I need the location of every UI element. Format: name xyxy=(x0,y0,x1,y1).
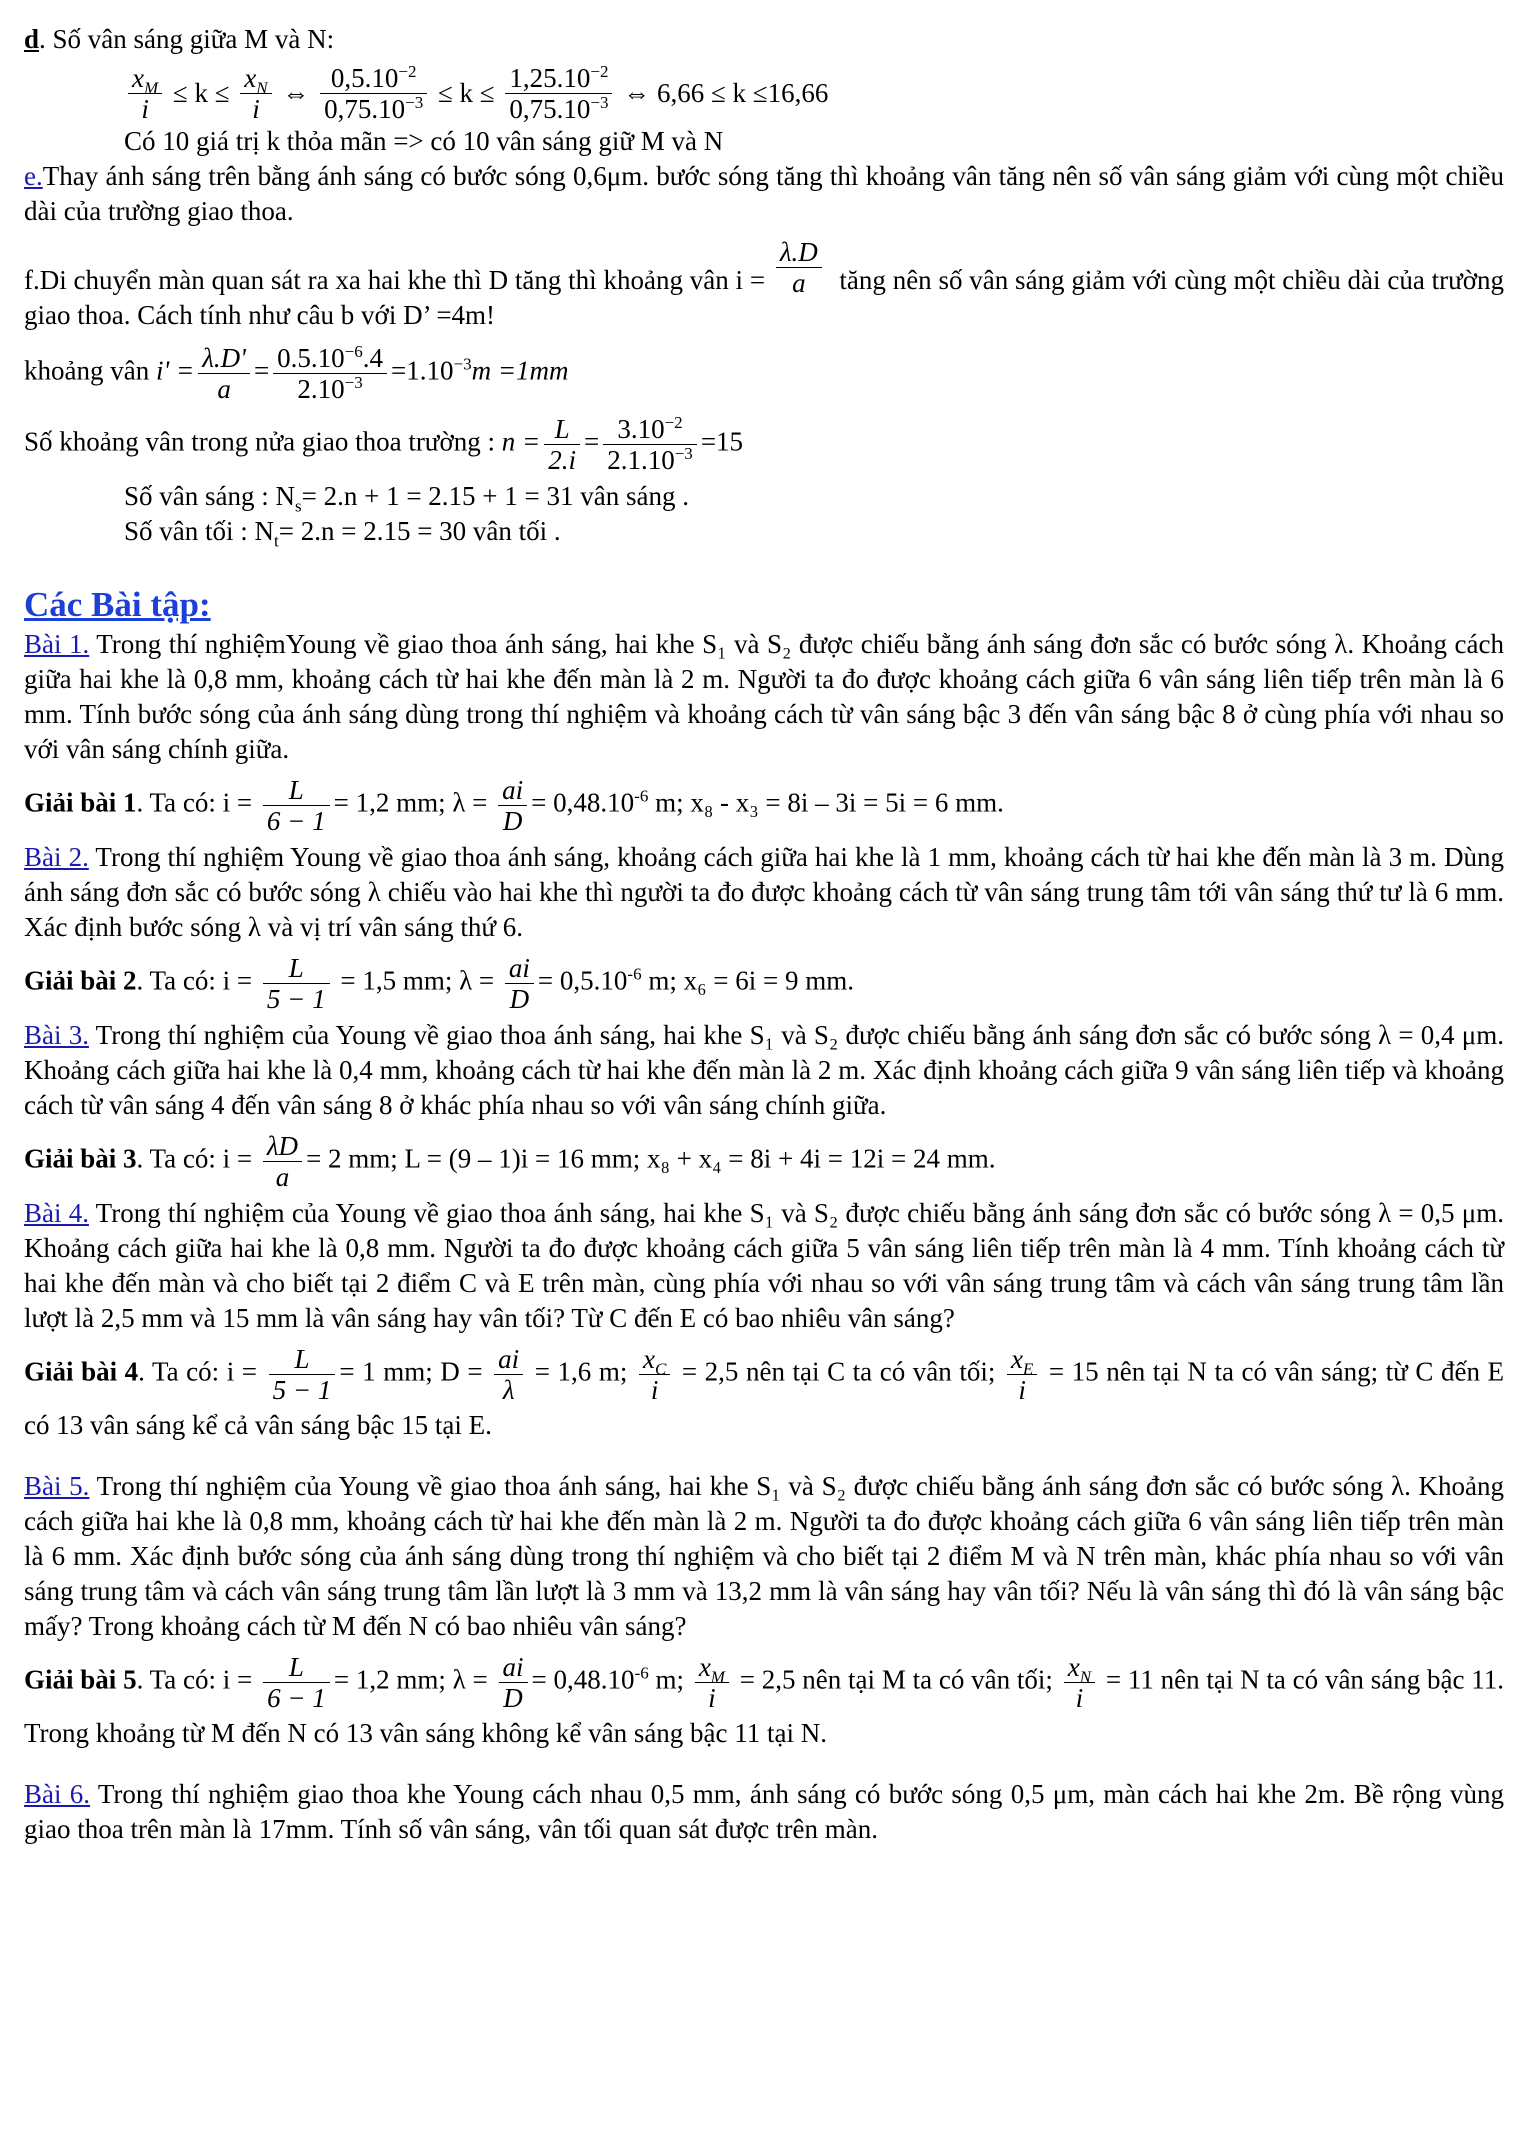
exercise-3: Bài 3. Trong thí nghiệm của Young về giao thoa ánh sáng, hai khe S₁ và S₂ được chiếu bằng ánh sáng đơn sắc có bước sóng λ = 0,4 μm. Khoảng cách giữa hai khe là 0,4 mm, khoảng cách từ hai khe đến màn là 2 m. Xác định khoảng cách giữa 9 vân sáng liên tiếp và khoảng cách từ vân sáng 4 đến vân sáng 8 ở khác phía nhau so với vân sáng chính giữa. xyxy=(24,1020,1504,1120)
exercise-1: Bài 1. Trong thí nghiệmYoung về giao thoa ánh sáng, hai khe S₁ và S₂ được chiếu bằng ánh sáng đơn sắc có bước sóng λ. Khoảng cách giữa hai khe là 0,8 mm, khoảng cách từ hai khe đến màn là 2 m. Người ta đo được khoảng cách giữa 6 vân sáng liên tiếp trên màn là 6 mm. Tính bước sóng của ánh sáng dùng trong thí nghiệm và khoảng cách từ vân sáng bậc 3 đến vân sáng bậc 8 ở cùng phía với nhau so với vân sáng chính giữa. xyxy=(24,629,1504,764)
fraction-ai-over-lambda: $\frac{ai}{\lambda}$ xyxy=(494,1344,523,1405)
fraction-ai-over-d: $\frac{ai}{D}$ xyxy=(499,1652,528,1713)
bright-fringe-count: Số vân sáng : $N_s= 2.n + 1 = 2.15 + 1 = 31$ vân sáng . xyxy=(124,481,689,516)
exercise-2: Bài 2. Trong thí nghiệm Young về giao thoa ánh sáng, khoảng cách giữa hai khe là 1 mm, khoảng cách từ hai khe đến màn là 3 m. Dùng ánh sáng đơn sắc có bước sóng λ chiếu vào hai khe thì người ta đo được khoảng cách từ vân sáng trung tâm tới vân sáng thứ tư là 6 mm. Xác định bước sóng λ và vị trí vân sáng thứ 6. xyxy=(24,842,1504,942)
fringe-spacing-formula: khoảng vân i' = $\frac{\lambda.D'}{a}$ = $\frac{0.5.10^{-6}.4}{2.10^{-3}}$ $=1.10^{-3}m =1mm$ xyxy=(24,342,569,404)
fraction-lambda-d-over-a: $\frac{\lambda D}{a}$ xyxy=(263,1131,302,1192)
exercise-6: Bài 6. Trong thí nghiệm giao thoa khe Young cách nhau 0,5 mm, ánh sáng có bước sóng 0,5 μm, màn cách hai khe 2m. Bề rộng vùng giao thoa trên màn là 17mm. Tính số vân sáng, vân tối quan sát được trên màn. xyxy=(24,1779,1504,1844)
fraction-xm-over-i: $\frac{x_M}{i}$ xyxy=(128,63,162,124)
exercises-heading: Các Bài tập: xyxy=(24,585,211,624)
fringe-count-formula: Số khoảng vân trong nửa giao thoa trường : n = $\frac{L}{2.i}$ = $\frac{3.10^{-2}}{2.1.10^{-3}}$ =15 xyxy=(24,413,744,475)
solution-5: Giải bài 5. Ta có: i = $\frac{L}{6 - 1}$ = 1,2 mm; λ = $\frac{ai}{D}$ = $0,48.10^{-6}$ m; $\frac{x_M}{i}$ = 2,5 nên tại M ta có vân tối; $\frac{x_N}{i}$ = 11 nên tại N ta có vân sáng bậc 11. Trong khoảng từ M đến N có 13 vân sáng không kể vân sáng bậc 11 tại N. xyxy=(24,1652,1504,1748)
exercise-5: Bài 5. Trong thí nghiệm của Young về giao thoa ánh sáng, hai khe S₁ và S₂ được chiếu bằng ánh sáng đơn sắc có bước sóng λ. Khoảng cách giữa hai khe là 0,8 mm, khoảng cách từ hai khe đến màn là 2 m. Người ta đo được khoảng cách giữa 6 vân sáng liên tiếp trên màn là 6 mm. Xác định bước sóng của ánh sáng dùng trong thí nghiệm và cho biết tại 2 điểm M và N trên màn, khác phía nhau so với vân sáng trung tâm và cách vân sáng trung tâm lần lượt là 3 mm và 13,2 mm là vân sáng hay vân tối? Nếu là vân sáng thì đó là vân sáng bậc mấy? Trong khoảng cách từ M đến N có bao nhiêu vân sáng? xyxy=(24,1471,1505,1641)
solution-3: Giải bài 3. Ta có: i = $\frac{\lambda D}{a}$ = 2 mm; L = (9 – 1)i = 16 mm; x₈ + x₄ = 8i + 4i = 12i = 24 mm. xyxy=(24,1131,996,1192)
document-page xyxy=(24,22,1504,1847)
solution-2: Giải bài 2. Ta có: i = $\frac{L}{5 - 1}$ = 1,5 mm; λ = $\frac{ai}{D}$ = $0,5.10^{-6}$ m; x₆ = 6i = 9 mm. xyxy=(24,953,854,1014)
fraction-l-over-5-1: $\frac{L}{5 - 1}$ xyxy=(263,953,330,1014)
part-e-paragraph: e.Thay ánh sáng trên bằng ánh sáng có bước sóng 0,6μm. bước sóng tăng thì khoảng vân tăng nên số vân sáng giảm với cùng một chiều dài của trường giao thoa. xyxy=(24,161,1504,226)
exercise-4: Bài 4. Trong thí nghiệm của Young về giao thoa ánh sáng, hai khe S₁ và S₂ được chiếu bằng ánh sáng đơn sắc có bước sóng λ = 0,5 μm. Khoảng cách giữa hai khe là 0,8 mm. Người ta đo được khoảng cách giữa 5 vân sáng liên tiếp trên màn là 4 mm. Tính khoảng cách từ hai khe đến màn và cho biết tại 2 điểm C và E trên màn, cùng phía với nhau so với vân sáng trung tâm và cách vân sáng trung tâm lần lượt là 2,5 mm và 15 mm là vân sáng hay vân tối? Từ C đến E có bao nhiêu vân sáng? xyxy=(24,1198,1504,1333)
fraction-l-over-6-1: $\frac{L}{6 - 1}$ xyxy=(263,1652,330,1713)
fraction-l-over-6-1: $\frac{L}{6 - 1}$ xyxy=(263,775,330,836)
part-d-inequality: $\frac{x_M}{i}$ ≤ k ≤ $\frac{x_N}{i}$ ⇔ $\frac{0,5.10^{-2}}{0,75.10^{-3}}$ ≤ k ≤ $\frac{1,25.10^{-2}}{0,75.10^{-3}}$ ⇔ 6,66 ≤ k ≤16,66 xyxy=(24,63,1504,124)
fraction-kv-value: $\frac{0.5.10^{-6}.4}{2.10^{-3}}$ xyxy=(273,343,387,404)
fraction-l-over-2i: $\frac{L}{2.i}$ xyxy=(544,414,580,475)
fraction-n-value: $\frac{3.10^{-2}}{2.1.10^{-3}}$ xyxy=(603,414,697,475)
fraction-upper-bound: $\frac{1,25.10^{-2}}{0,75.10^{-3}}$ xyxy=(505,63,612,124)
fraction-l-over-5-1: $\frac{L}{5 - 1}$ xyxy=(269,1344,336,1405)
fraction-xc-over-i: $\frac{x_C}{i}$ xyxy=(639,1344,670,1405)
fraction-xn-over-i: $\frac{x_N}{i}$ xyxy=(1064,1652,1095,1713)
fraction-lower-bound: $\frac{0,5.10^{-2}}{0,75.10^{-3}}$ xyxy=(320,63,427,124)
fraction-lambda-d-over-a: $\frac{\lambda.D}{a}$ xyxy=(776,237,822,298)
fraction-xn-over-i: $\frac{x_N}{i}$ xyxy=(240,63,271,124)
part-f-paragraph: f.Di chuyển màn quan sát ra xa hai khe thì D tăng thì khoảng vân i = $\frac{\lambda.D}{a}$ tăng nên số vân sáng giảm với cùng một chiều dài của trường giao thoa. Cách tính như câu b với D’ =4m! xyxy=(24,237,1505,330)
part-d-conclusion: Có 10 giá trị k thỏa mãn => có 10 vân sáng giữ M và N xyxy=(124,126,724,156)
fraction-xm-over-i: $\frac{x_M}{i}$ xyxy=(695,1652,729,1713)
part-d-title: d. Số vân sáng giữa M và N: xyxy=(24,24,335,54)
fraction-ai-over-d: $\frac{ai}{D}$ xyxy=(505,953,534,1014)
solution-4: Giải bài 4. Ta có: i = $\frac{L}{5 - 1}$ = 1 mm; D = $\frac{ai}{\lambda}$ = 1,6 m; $\frac{x_C}{i}$ = 2,5 nên tại C ta có vân tối; $\frac{x_E}{i}$ = 15 nên tại N ta có vân sáng; từ C đến E có 13 vân sáng kể cả vân sáng bậc 15 tại E. xyxy=(24,1344,1505,1440)
fraction-xe-over-i: $\frac{x_E}{i}$ xyxy=(1007,1344,1037,1405)
fraction-lambda-dprime-over-a: $\frac{\lambda.D'}{a}$ xyxy=(198,343,250,404)
fraction-ai-over-d: $\frac{ai}{D}$ xyxy=(498,775,527,836)
solution-1: Giải bài 1. Ta có: i = $\frac{L}{6 - 1}$ = 1,2 mm; λ = $\frac{ai}{D}$ = $0,48.10^{-6}$ m; x₈ - x₃ = 8i – 3i = 5i = 6 mm. xyxy=(24,775,1004,836)
dark-fringe-count: Số vân tối : $N_t= 2.n = 2.15 = 30$ vân tối . xyxy=(124,516,561,551)
